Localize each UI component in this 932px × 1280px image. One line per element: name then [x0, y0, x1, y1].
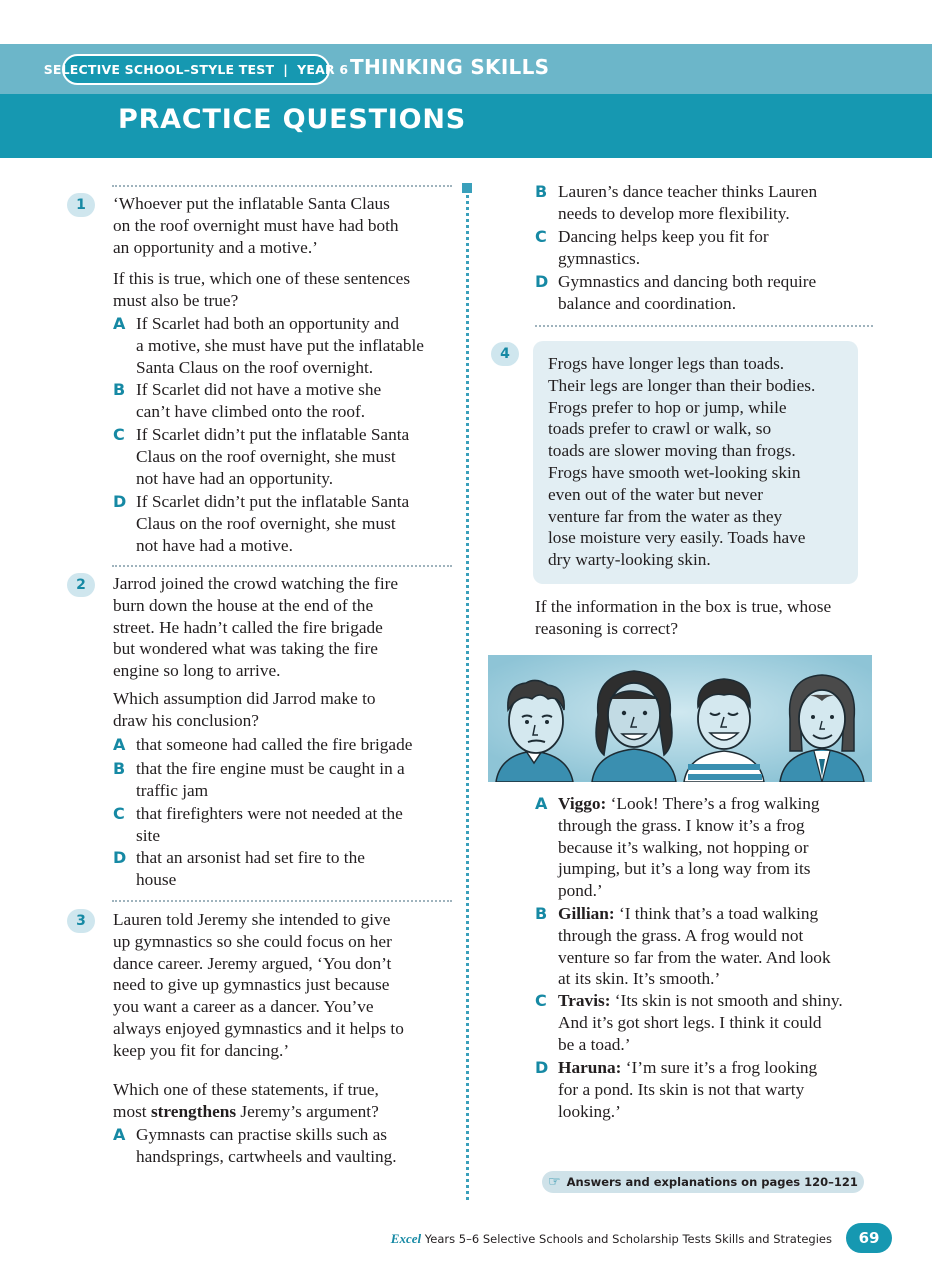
- emphasis-text: strengthens: [150, 1101, 237, 1121]
- text-line: traffic jam: [136, 780, 209, 800]
- text-line: a motive, she must have put the inflatable: [136, 335, 424, 355]
- option-letter: A: [113, 735, 126, 754]
- text-line: through the grass. A frog would not: [558, 925, 804, 945]
- text-line: can’t have climbed onto the roof.: [136, 401, 366, 421]
- text-line: burn down the house at the end of the: [113, 595, 374, 615]
- child-gillian-figure: [592, 671, 676, 782]
- text-line: Gymnasts can practise skills such as: [136, 1125, 388, 1144]
- text-line: [113, 1101, 458, 1123]
- q2-stem: [113, 573, 458, 682]
- text-line: up gymnastics so she could focus on her: [113, 931, 392, 951]
- text-line: If Scarlet didn’t put the inflatable Santa: [136, 492, 410, 511]
- option-letter: C: [535, 227, 547, 246]
- text-line: must also be true?: [113, 290, 239, 310]
- column-divider: [466, 190, 469, 1200]
- pointing-hand-icon: ☞: [548, 1174, 561, 1190]
- text-line: on the roof overnight must have had both: [113, 215, 399, 235]
- text-line: Their legs are longer than their bodies.: [548, 375, 816, 395]
- question-number-2: 2: [67, 573, 95, 597]
- text-line: And it’s got short legs. I think it could: [558, 1012, 822, 1032]
- text-line: [558, 1057, 888, 1079]
- text-line: [558, 793, 888, 815]
- text-line: Jarrod joined the crowd watching the fire: [113, 574, 399, 593]
- text-line: street. He hadn’t called the fire brigade: [113, 617, 383, 637]
- text-line: Which assumption did Jarrod make to: [113, 689, 376, 708]
- children-illustration: [488, 655, 872, 782]
- page-title: PRACTICE QUESTIONS: [118, 104, 467, 135]
- separator-line: [112, 185, 452, 187]
- option-letter: D: [113, 492, 127, 511]
- text-run: ‘I’m sure it’s a frog looking: [621, 1058, 818, 1077]
- text-line: engine so long to arrive.: [113, 661, 281, 681]
- section-title: THINKING SKILLS: [350, 55, 550, 79]
- text-line: [558, 990, 898, 1012]
- test-label: SELECTIVE SCHOOL–STYLE TEST | YEAR 6: [43, 62, 349, 77]
- text-line: Lauren told Jeremy she intended to give: [113, 910, 391, 929]
- q2-prompt: [113, 688, 458, 732]
- speaker-name: Viggo:: [558, 794, 607, 813]
- text-line: Dancing helps keep you fit for: [558, 227, 769, 246]
- text-run: most: [113, 1101, 151, 1121]
- answers-reference-link[interactable]: [542, 1171, 864, 1193]
- children-faces-image: [488, 655, 872, 782]
- q3-stem: [113, 909, 458, 1062]
- option-letter: D: [535, 272, 549, 291]
- separator-line: [535, 325, 873, 327]
- option-letter: C: [535, 991, 547, 1010]
- text-run: ‘Its skin is not smooth and shiny.: [610, 991, 843, 1010]
- answers-reference-text: Answers and explanations on pages 120–121: [566, 1175, 858, 1189]
- text-line: balance and coordination.: [558, 293, 737, 313]
- text-line: venture far from the water as they: [548, 506, 783, 526]
- speaker-name: Haruna:: [558, 1058, 622, 1077]
- text-line: toads prefer to crawl or walk, so: [548, 419, 772, 439]
- text-run: Jeremy’s argument?: [236, 1101, 379, 1121]
- text-line: reasoning is correct?: [535, 618, 678, 638]
- question-number-4: 4: [491, 342, 519, 366]
- test-label-pill: [43, 54, 349, 85]
- text-line: not have had a motive.: [136, 535, 293, 555]
- footer-book-title: [391, 1231, 832, 1247]
- text-line: looking.’: [558, 1101, 621, 1121]
- question-number-3: 3: [67, 909, 95, 933]
- option-letter: A: [113, 1125, 126, 1144]
- text-line: but wondered what was taking the fire: [113, 639, 378, 659]
- page-number: 69: [846, 1223, 892, 1253]
- text-line: because it’s walking, not hopping or: [558, 837, 809, 857]
- footer-text: Years 5–6 Selective Schools and Scholarship Tests Skills and Strategies: [421, 1232, 832, 1246]
- info-box: [533, 341, 858, 584]
- text-line: jumping, but it’s a long way from its: [558, 859, 811, 879]
- text-line: Gymnastics and dancing both require: [558, 272, 817, 291]
- option-letter: B: [535, 182, 548, 201]
- text-line: dry warty-looking skin.: [548, 550, 711, 570]
- text-line: house: [136, 869, 177, 889]
- separator-line: [112, 900, 452, 902]
- text-line: draw his conclusion?: [113, 710, 259, 730]
- option-letter: C: [113, 425, 125, 444]
- text-line: through the grass. I know it’s a frog: [558, 815, 805, 835]
- text-line: you want a career as a dancer. You’ve: [113, 997, 374, 1017]
- text-line: be a toad.’: [558, 1034, 631, 1054]
- option-letter: B: [535, 904, 548, 923]
- text-line: that firefighters were not needed at the: [136, 804, 403, 823]
- text-line: pond.’: [558, 881, 603, 901]
- q1-stem: [113, 193, 458, 258]
- text-line: If the information in the box is true, whose: [535, 597, 832, 616]
- text-line: If Scarlet didn’t put the inflatable Santa: [136, 425, 410, 444]
- text-line: always enjoyed gymnastics and it helps to: [113, 1018, 404, 1038]
- option-letter: A: [113, 314, 126, 333]
- text-line: Frogs prefer to hop or jump, while: [548, 397, 787, 417]
- info-box-text: [548, 353, 848, 571]
- text-line: keep you fit for dancing.’: [113, 1040, 290, 1060]
- speaker-name: Travis:: [558, 991, 611, 1010]
- brand-name: Excel: [390, 1231, 422, 1246]
- text-line: If Scarlet did not have a motive she: [136, 380, 382, 399]
- text-line: venture so far from the water. And look: [558, 947, 831, 967]
- q4-prompt: [535, 596, 875, 640]
- text-run: ‘Look! There’s a frog walking: [606, 794, 820, 813]
- text-line: Lauren’s dance teacher thinks Lauren: [558, 182, 818, 201]
- text-line: that the fire engine must be caught in a: [136, 759, 405, 778]
- separator-line: [112, 565, 452, 567]
- text-line: an opportunity and a motive.’: [113, 237, 318, 257]
- text-line: needs to develop more flexibility.: [558, 203, 790, 223]
- option-letter: D: [535, 1058, 549, 1077]
- text-line: need to give up gymnastics just because: [113, 975, 390, 995]
- text-line: that an arsonist had set fire to the: [136, 848, 365, 867]
- text-line: handsprings, cartwheels and vaulting.: [136, 1146, 397, 1166]
- text-line: Claus on the roof overnight, she must: [136, 446, 396, 466]
- text-line: dance career. Jeremy argued, ‘You don’t: [113, 953, 392, 973]
- text-line: site: [136, 825, 160, 845]
- option-letter: A: [535, 794, 548, 813]
- text-line: gymnastics.: [558, 248, 641, 268]
- text-line: even out of the water but never: [548, 484, 763, 504]
- text-line: for a pond. Its skin is not that warty: [558, 1079, 805, 1099]
- text-line: If Scarlet had both an opportunity and: [136, 314, 399, 333]
- option-letter: C: [113, 804, 125, 823]
- q1-prompt: [113, 268, 458, 312]
- speaker-name: Gillian:: [558, 904, 615, 923]
- text-line: at its skin. It’s smooth.’: [558, 969, 721, 989]
- text-line: Frogs have longer legs than toads.: [548, 354, 785, 373]
- option-letter: B: [113, 380, 126, 399]
- q3-prompt: [113, 1079, 458, 1123]
- text-line: Claus on the roof overnight, she must: [136, 513, 396, 533]
- text-line: lose moisture very easily. Toads have: [548, 528, 806, 548]
- text-line: Frogs have smooth wet-looking skin: [548, 462, 801, 482]
- text-line: not have had an opportunity.: [136, 468, 334, 488]
- text-line: Which one of these statements, if true,: [113, 1080, 379, 1099]
- option-letter: D: [113, 848, 127, 867]
- text-run: ‘I think that’s a toad walking: [614, 904, 819, 923]
- text-line: [558, 903, 898, 925]
- text-line: Santa Claus on the roof overnight.: [136, 357, 374, 377]
- question-number-1: 1: [67, 193, 95, 217]
- text-line: ‘Whoever put the inflatable Santa Claus: [113, 194, 390, 213]
- text-line: toads are slower moving than frogs.: [548, 441, 796, 461]
- option-letter: B: [113, 759, 126, 778]
- text-line: that someone had called the fire brigade: [136, 735, 413, 754]
- text-line: If this is true, which one of these sentences: [113, 269, 411, 288]
